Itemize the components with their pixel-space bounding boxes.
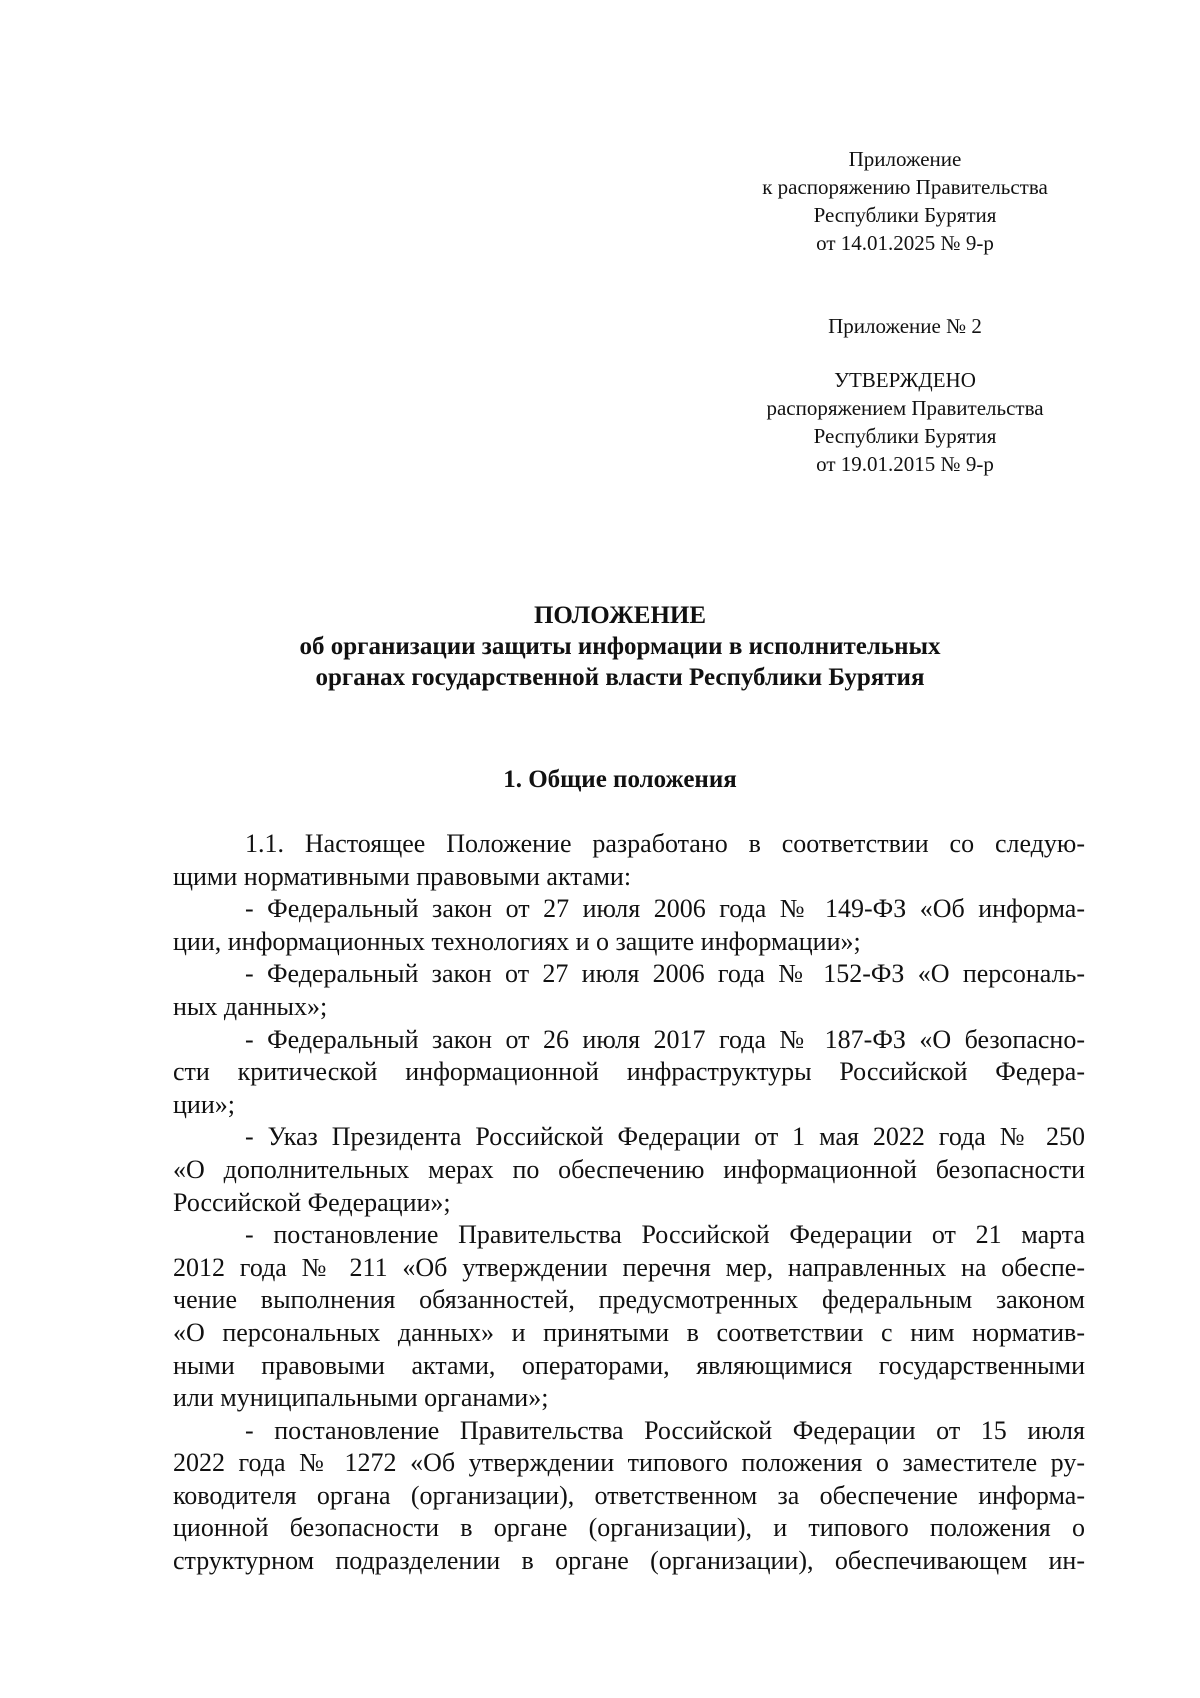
body-line: 1.1. Настоящее Положение разработано в соответствии со следую- xyxy=(245,829,1085,858)
body-line: ководителя органа (организации), ответственном за обеспечение информа- xyxy=(173,1480,1085,1510)
body-line: ции, информационных технологиях и о защите информации»; xyxy=(173,926,861,956)
body-line: чение выполнения обязанностей, предусмотренных федеральным законом xyxy=(173,1285,1085,1315)
title-subtitle-line: об организации защиты информации в исполнительных xyxy=(299,633,941,660)
section-body xyxy=(173,828,1085,1578)
section-heading: 1. Общие положения xyxy=(503,766,737,793)
body-line: ции»; xyxy=(173,1089,235,1119)
appendix-number xyxy=(740,312,1070,340)
title-main: ПОЛОЖЕНИЕ xyxy=(533,602,707,629)
body-line: - Федеральный закон от 26 июля 2017 года № 187-ФЗ «О безопасно- xyxy=(245,1024,1085,1054)
body-line: «О дополнительных мерах по обеспечению информационной безопасности xyxy=(173,1154,1085,1184)
body-line: структурном подразделении в органе (организации), обеспечивающем ин- xyxy=(173,1546,1085,1576)
title-subtitle-line: органах государственной власти Республики Бурятия xyxy=(315,664,925,691)
body-line: или муниципальными органами»; xyxy=(173,1383,549,1413)
approval-line: от 19.01.2015 № 9-р xyxy=(816,452,994,476)
body-line: - Федеральный закон от 27 июля 2006 года № 149-ФЗ «Об информа- xyxy=(245,894,1085,924)
appendix-line: Приложение xyxy=(848,147,962,171)
appendix-number-text: Приложение № 2 xyxy=(828,314,982,338)
body-line: ными правовыми актами, операторами, являющимися государственными xyxy=(173,1350,1085,1380)
body-line: ционной безопасности в органе (организации), и типового положения о xyxy=(173,1513,1085,1543)
approval-line: Республики Бурятия xyxy=(813,424,997,448)
body-line: ных данных»; xyxy=(173,991,328,1021)
body-line: 2022 года № 1272 «Об утверждении типового положения о заместителе ру- xyxy=(173,1448,1085,1478)
document-title xyxy=(170,600,1070,693)
body-line: «О персональных данных» и принятыми в соответствии с ним норматив- xyxy=(173,1317,1085,1347)
appendix-line: от 14.01.2025 № 9-р xyxy=(816,231,994,255)
approval-stamp xyxy=(740,366,1070,478)
body-line: - Указ Президента Российской Федерации от 1 мая 2022 года № 250 xyxy=(245,1122,1085,1152)
body-line: сти критической информационной инфраструктуры Российской Федера- xyxy=(173,1057,1085,1087)
body-line: Российской Федерации»; xyxy=(173,1187,451,1217)
approval-line: распоряжением Правительства xyxy=(766,396,1044,420)
body-line: - Федеральный закон от 27 июля 2006 года № 152-ФЗ «О персональ- xyxy=(245,959,1085,989)
body-line: 2012 года № 211 «Об утверждении перечня мер, направленных на обеспе- xyxy=(173,1252,1085,1282)
appendix-header xyxy=(740,145,1070,257)
appendix-line: Республики Бурятия xyxy=(813,203,997,227)
body-line: щими нормативными правовыми актами: xyxy=(173,861,632,891)
body-line: - постановление Правительства Российской Федерации от 21 марта xyxy=(245,1220,1085,1250)
approval-line: УТВЕРЖДЕНО xyxy=(834,368,976,392)
appendix-line: к распоряжению Правительства xyxy=(762,175,1048,199)
body-line: - постановление Правительства Российской Федерации от 15 июля xyxy=(245,1415,1085,1445)
